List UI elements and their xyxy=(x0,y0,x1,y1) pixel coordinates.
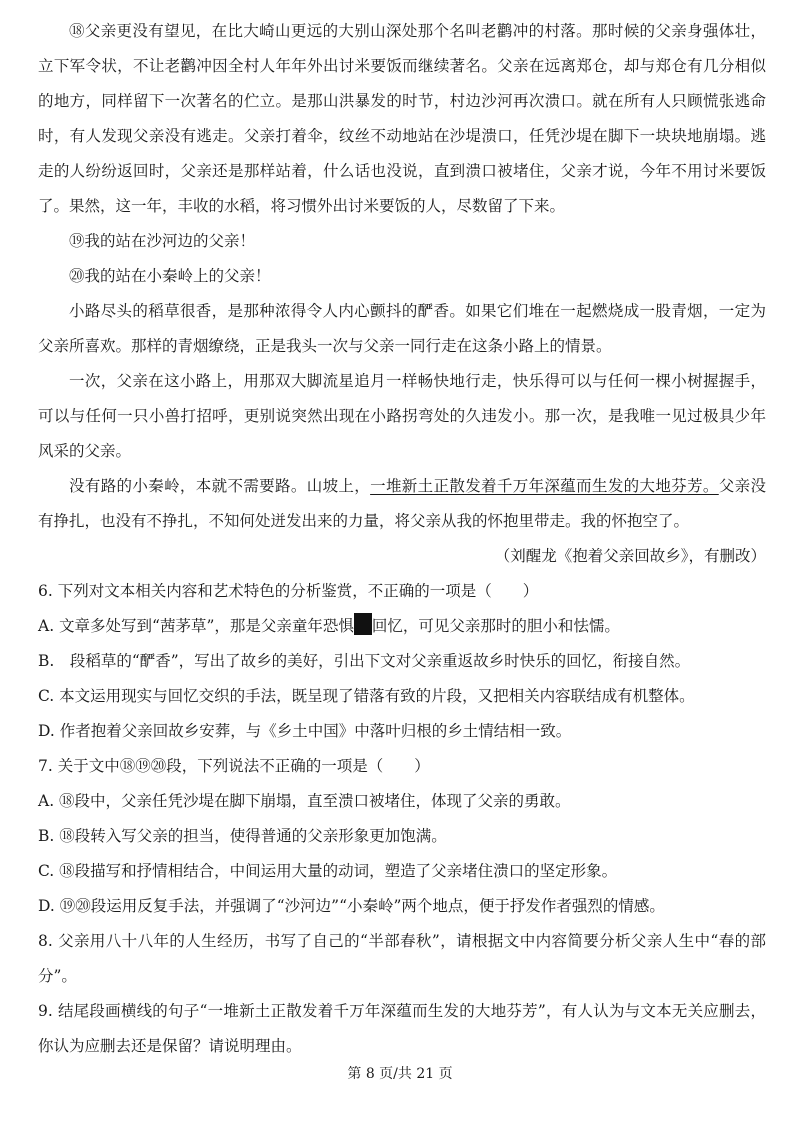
question-9: 9. 结尾段画横线的句子“一堆新土正散发着千万年深蕴而生发的大地芬芳”，有人认为与文本无关应删去，你认为应删去还是保留？请说明理由。 xyxy=(38,1002,766,1055)
underlined-sentence: 一堆新土正散发着千万年深蕴而生发的大地芬芳。 xyxy=(370,477,719,495)
question-7-option-a: A. ⑱段中，父亲任凭沙堤在脚下崩塌，直至溃口被堵住，体现了父亲的勇敢。 xyxy=(38,792,571,810)
paragraph-18: ⑱父亲更没有望见，在比大崎山更远的大别山深处那个名叫老鹳冲的村落。那时候的父亲身强体壮，立下军令状，不让老鹳冲因全村人年年外出讨米要饭而继续著名。父亲在远离郑仓，却与郑仓有几分相似的地方，同样留下一次著名的伫立。是那山洪暴发的时节，村边沙河再次溃口。就在所有人只顾慌张逃命时，有人发现父亲没有逃走。父亲打着伞，纹丝不动地站在沙堤溃口，任凭沙堤在脚下一块块地崩塌。逃走的人纷纷返回时，父亲还是那样站着，什么话也没说，直到溃口被堵住，父亲才说，今年不用讨米要饭了。果然，这一年，丰收的水稻，将习惯外出讨米要饭的人，尽数留了下来。 xyxy=(38,22,766,215)
question-7-option-b: B. ⑱段转入写父亲的担当，使得普通的父亲形象更加饱满。 xyxy=(38,827,447,845)
paragraph-23 xyxy=(38,469,766,539)
question-7-option-d: D. ⑲⑳段运用反复手法，并强调了“沙河边”“小秦岭”两个地点，便于抒发作者强烈的情感。 xyxy=(38,897,665,915)
paragraph-22: 一次，父亲在这小路上，用那双大脚流星追月一样畅快地行走，快乐得可以与任何一棵小树握握手，可以与任何一只小兽打招呼，更别说突然出现在小路拐弯处的久违发小。那一次，是我唯一见过极具少年风采的父亲。 xyxy=(38,372,766,460)
question-6: 6. 下列对文本相关内容和艺术特色的分析鉴赏，不正确的一项是（ ） xyxy=(38,582,539,600)
question-6-option-d: D. 作者抱着父亲回故乡安葬，与《乡土中国》中落叶归根的乡土情结相一致。 xyxy=(38,722,572,740)
question-6-option-b: B. 段稻草的“酽香”，写出了故乡的美好，引出下文对父亲重返故乡时快乐的回忆，衔接自然。 xyxy=(38,652,691,670)
question-7-option-c: C. ⑱段描写和抒情相结合，中间运用大量的动词，塑造了父亲堵住溃口的坚定形象。 xyxy=(38,862,618,880)
page-number-footer: 第 8 页/共 21 页 xyxy=(347,1066,453,1082)
paragraph-19: ⑲我的站在沙河边的父亲！ xyxy=(69,232,256,250)
paragraph-23-start: 没有路的小秦岭，本就不需要路。山坡上， xyxy=(69,477,371,495)
redaction-mark xyxy=(354,613,372,635)
question-6-option-a xyxy=(38,609,766,644)
question-8: 8. 父亲用八十八年的人生经历，书写了自己的“半部春秋”，请根据文中内容简要分析父亲人生中“春的部分”。 xyxy=(38,932,766,985)
source-citation: （刘醒龙《抱着父亲回故乡》，有删改） xyxy=(494,547,766,565)
option-a-start: A. 文章多处写到“茜茅草”，那是父亲童年恐惧 xyxy=(38,617,354,635)
paragraph-20: ⑳我的站在小秦岭上的父亲！ xyxy=(69,267,271,285)
document-page xyxy=(38,14,766,1064)
question-6-option-c: C. 本文运用现实与回忆交织的手法，既呈现了错落有致的片段，又把相关内容联结成有机整体。 xyxy=(38,687,695,705)
question-7: 7. 关于文中⑱⑲⑳段，下列说法不正确的一项是（ ） xyxy=(38,757,430,775)
paragraph-23-end: 父亲没有挣扎，也没有不挣扎，不知何处迸发出来的力量，将父亲从我的怀抱里带走。我的怀抱空了。 xyxy=(38,477,766,530)
paragraph-21: 小路尽头的稻草很香，是那种浓得令人内心颤抖的酽香。如果它们堆在一起燃烧成一股青烟，一定为父亲所喜欢。那样的青烟缭绕，正是我头一次与父亲一同行走在这条小路上的情景。 xyxy=(38,302,766,355)
option-a-end: 回忆，可见父亲那时的胆小和怯懦。 xyxy=(371,617,620,635)
